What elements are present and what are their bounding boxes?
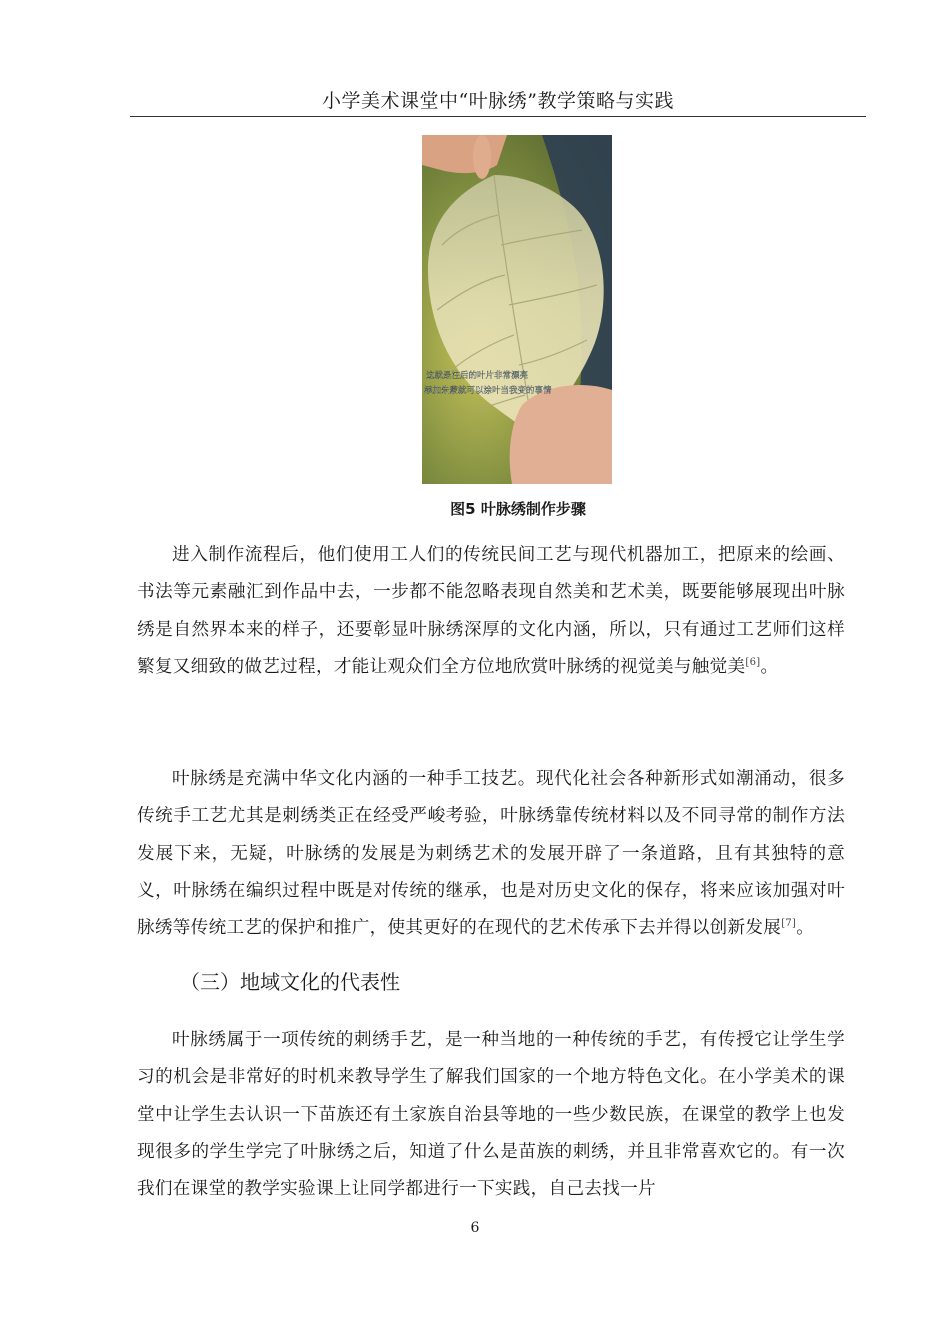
running-header: 小学美术课堂中“叶脉绣”教学策略与实践: [322, 90, 674, 112]
paragraph-tail: 。: [760, 656, 779, 677]
finger: [473, 135, 491, 179]
figure-caption: 图5 叶脉绣制作步骤: [450, 500, 586, 518]
figure-photo: [422, 135, 612, 484]
paragraph-text: 叶脉绣属于一项传统的刺绣手艺，是一种当地的一种传统的手艺，有传授它让学生学习的机会是非常好的时机来教导学生了解我们国家的一个地方特色文化。在小学美术的课堂中让学生去认识一下苗族还有土家族自治县等地的一些少数民族，在课堂的教学上也发现很多的学生学完了叶脉绣之后，知道了什么是苗族的刺绣，并且非常喜欢它的。有一次我们在课堂的教学实验课上让同学都进行一下实践，自己去找一片: [137, 1030, 845, 1200]
body-paragraph: [137, 1022, 845, 1208]
citation-marker: [7]: [781, 918, 797, 930]
paragraph-text: 进入制作流程后，他们使用工人们的传统民间工艺与现代机器加工，把原来的绘画、书法等元素融汇到作品中去，一步都不能忽略表现自然美和艺术美，既要能够展现出叶脉绣是自然界本来的样子，还要彰显叶脉绣深厚的文化内涵，所以，只有通过工艺师们这样繁复又细致的做艺过程，才能让观众们全方位地欣赏叶脉绣的视觉美与触觉美: [137, 545, 845, 677]
page-number: 6: [470, 1220, 480, 1236]
overlay-caption-1: 这就是注后的叶片非常漂亮: [426, 371, 529, 381]
section-heading: （三）地域文化的代表性: [180, 970, 400, 994]
overlay-caption-2: 添加朱蒙就可以涂叶当我变的事情: [424, 386, 552, 396]
paragraph-text: 叶脉绣是充满中华文化内涵的一种手工技艺。现代化社会各种新形式如潮涌动，很多传统手工艺尤其是刺绣类正在经受严峻考验，叶脉绣靠传统材料以及不同寻常的制作方法发展下来，无疑，叶脉绣的发展是为刺绣艺术的发展开辟了一条道路，且有其独特的意义，叶脉绣在编织过程中既是对传统的继承，也是对历史文化的保存，将来应该加强对叶脉绣等传统工艺的保护和推广，使其更好的在现代的艺术传承下去并得以创新发展: [137, 769, 845, 939]
body-paragraph: [137, 761, 845, 947]
header-rule: [130, 116, 866, 117]
citation-marker: [6]: [745, 657, 761, 669]
paragraph-tail: 。: [796, 918, 815, 939]
body-paragraph: [137, 537, 845, 686]
leaf-photo-illustration: [422, 135, 612, 484]
